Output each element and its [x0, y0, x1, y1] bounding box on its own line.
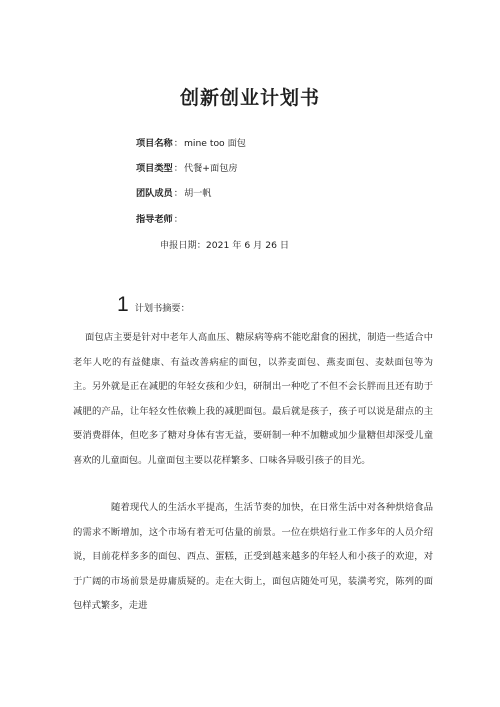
- info-project-type: 项目类型：代餐+面包房: [136, 163, 238, 174]
- info-project-name: 项目名称：mine too 面包: [136, 138, 246, 149]
- info-advisor: 指导老师：: [136, 214, 183, 225]
- section-number: 1: [117, 293, 129, 316]
- info-label: 指导老师: [136, 214, 173, 225]
- info-value: 代餐+面包房: [183, 163, 238, 174]
- document-title: 创新创业计划书: [179, 87, 320, 109]
- info-label: 项目类型: [136, 163, 173, 174]
- body-paragraph: 面包店主要是针对中老年人高血压、糖尿病等病不能吃甜食的困扰，制造一些适合中老年人吃的有益健康、有益改善病症的面包，以荞麦面包、燕麦面包、麦麸面包等为主。另外就是正在减肥的年轻女孩和少妇，研制出一种吃了不但不会长胖而且还有助于减肥的产品，让年轻女性依赖上我的减肥面包。最后就是孩子，孩子可以说是甜点的主要消费群体，但吃多了糖对身体有害无益，要研制一种不加糖或加少量糖但却深受儿童喜欢的儿童面包。儿童面包主要以花样繁多、口味各异吸引孩子的目光。: [73, 332, 433, 466]
- info-team-members: 团队成员：胡一帆: [136, 188, 212, 199]
- section-title: 计划书摘要：: [134, 303, 190, 314]
- body-paragraph: 随着现代人的生活水平提高，生活节奏的加快，在日常生活中对各种烘焙食品的需求不断增加，这个市场有着无可估量的前景。一位在烘焙行业工作多年的人员介绍说，目前花样多多的面包、西点、蛋糕，正受到越来越多的年轻人和小孩子的欢迎，对于广阔的市场前景是毋庸质疑的。走在大街上，面包店随处可见，装潢考究，陈列的面包样式繁多，走进: [73, 502, 433, 611]
- info-label: 项目名称: [136, 138, 173, 149]
- submission-date: 申报日期：2021 年 6 月 26 日: [160, 240, 290, 251]
- info-value: 胡一帆: [183, 188, 212, 199]
- section-heading: [117, 293, 190, 317]
- info-value: mine too 面包: [183, 138, 246, 149]
- info-label: 团队成员: [136, 188, 173, 199]
